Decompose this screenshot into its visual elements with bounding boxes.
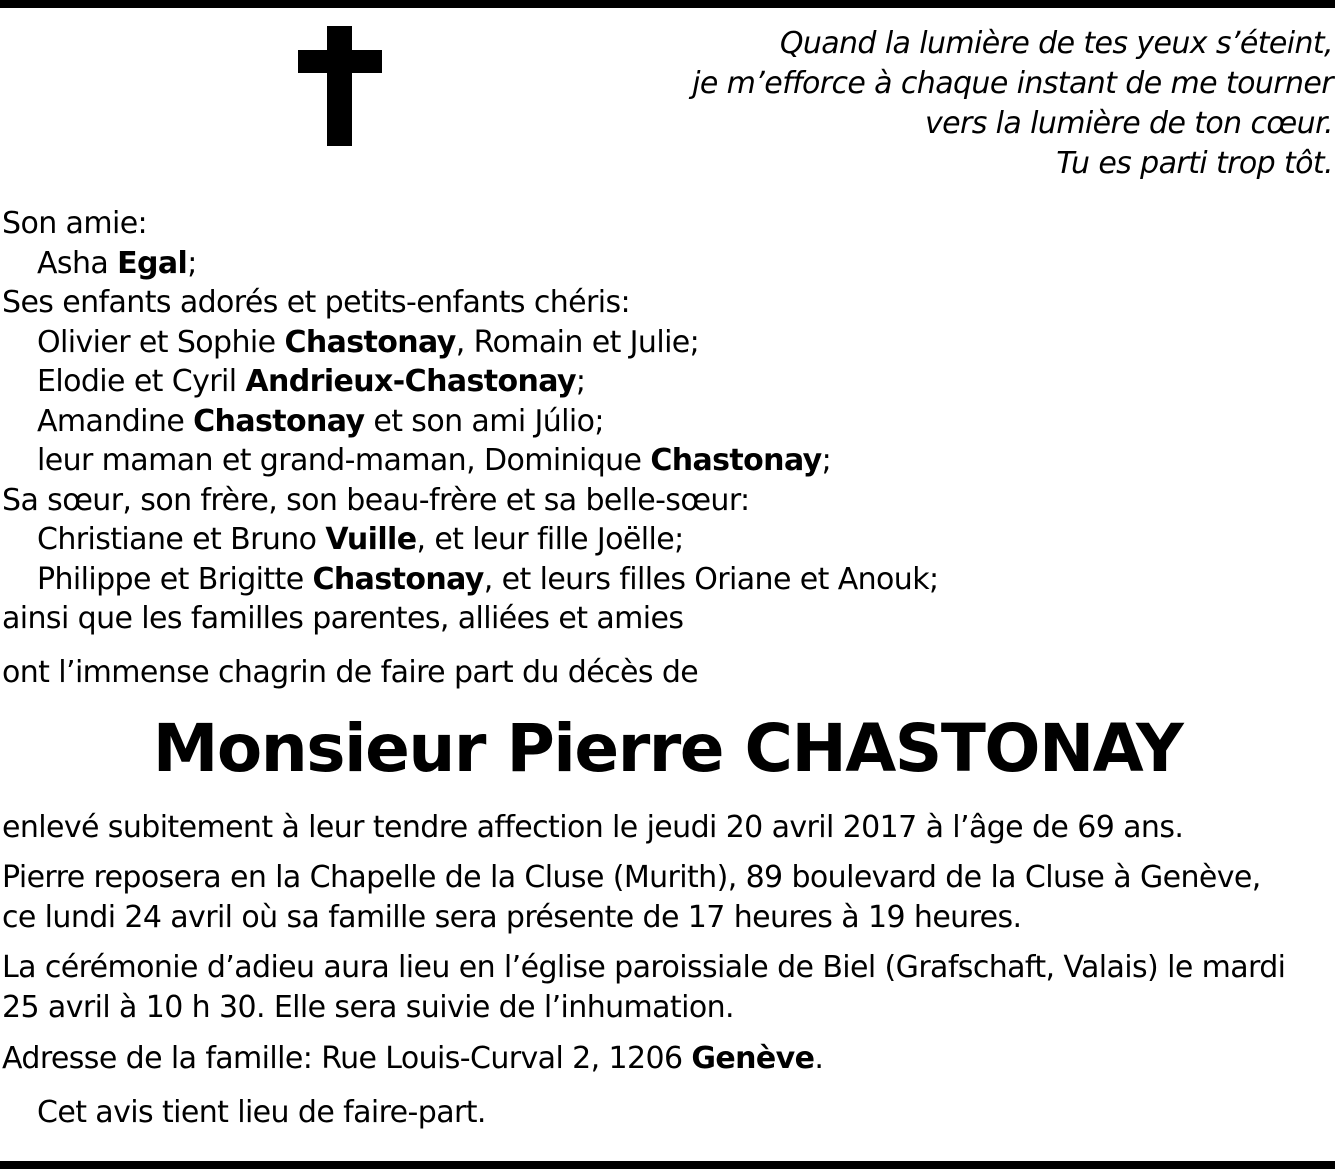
poem-line-4: Tu es parti trop tôt. bbox=[1056, 146, 1333, 181]
children-heading: Ses enfants adorés et petits-enfants chéris: bbox=[2, 285, 631, 320]
notice-line: Cet avis tient lieu de faire-part. bbox=[37, 1095, 486, 1130]
sibling-entry-2: Philippe et Brigitte Chastonay, et leurs filles Oriane et Anouk; bbox=[37, 561, 939, 597]
family-list bbox=[2, 204, 939, 639]
child-entry-3: Amandine Chastonay et son ami Júlio; bbox=[37, 403, 604, 439]
deceased-name: Monsieur Pierre CHASTONAY bbox=[152, 710, 1183, 787]
top-border-rule bbox=[0, 0, 1335, 8]
friend-heading: Son amie: bbox=[2, 206, 148, 241]
poem-line-3: vers la lumière de ton cœur. bbox=[924, 106, 1333, 141]
latin-cross-icon bbox=[298, 26, 382, 146]
viewing-line-1: Pierre reposera en la Chapelle de la Cluse (Murith), 89 boulevard de la Cluse à Genève, bbox=[2, 860, 1261, 895]
child-entry-2: Elodie et Cyril Andrieux-Chastonay; bbox=[37, 364, 586, 399]
cross-vertical-bar bbox=[327, 26, 352, 146]
ceremony-line-2: 25 avril à 10 h 30. Elle sera suivie de l’inhumation. bbox=[2, 989, 734, 1025]
mother-entry: leur maman et grand-maman, Dominique Chastonay; bbox=[37, 443, 832, 478]
bottom-border-rule bbox=[0, 1161, 1335, 1169]
ceremony-details bbox=[2, 948, 1285, 1027]
sibling-entry-1: Christiane et Bruno Vuille, et leur fille Joëlle; bbox=[37, 522, 684, 557]
ceremony-line-1: La cérémonie d’adieu aura lieu en l’église paroissiale de Biel (Grafschaft, Valais) le mardi bbox=[2, 950, 1286, 985]
child-entry-1: Olivier et Sophie Chastonay, Romain et Julie; bbox=[37, 324, 700, 360]
viewing-line-2: ce lundi 24 avril où sa famille sera présente de 17 heures à 19 heures. bbox=[2, 899, 1022, 935]
friend-entry: Asha Egal; bbox=[37, 245, 197, 281]
death-details: enlevé subitement à leur tendre affection le jeudi 20 avril 2017 à l’âge de 69 ans. bbox=[2, 810, 1184, 845]
poem-line-1: Quand la lumière de tes yeux s’éteint, bbox=[779, 26, 1333, 61]
family-address: Adresse de la famille: Rue Louis-Curval 2, 1206 Genève. bbox=[2, 1041, 824, 1076]
poem-line-2: je m’efforce à chaque instant de me tourner bbox=[692, 66, 1333, 101]
announcement-line: ont l’immense chagrin de faire part du décès de bbox=[2, 655, 699, 690]
cross-horizontal-bar bbox=[298, 50, 382, 73]
epitaph-poem bbox=[692, 24, 1333, 184]
viewing-details bbox=[2, 858, 1261, 937]
extended-families: ainsi que les familles parentes, alliées et amies bbox=[2, 601, 684, 636]
siblings-heading: Sa sœur, son frère, son beau-frère et sa belle-sœur: bbox=[2, 482, 750, 518]
